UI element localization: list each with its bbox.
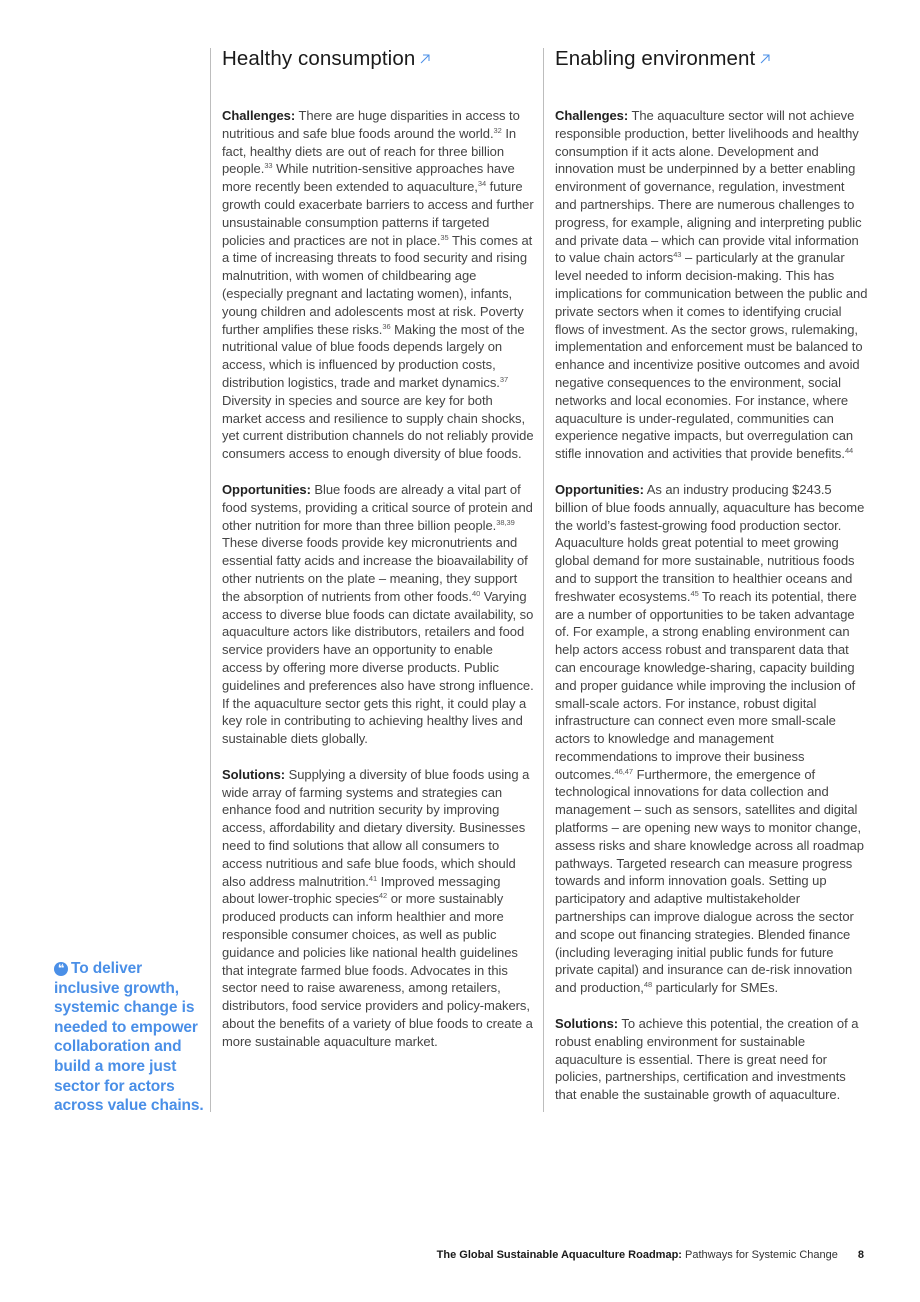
text-run: This comes at a time of increasing threats to food security and rising malnutrition, with women of childbearing age (especially pregnant and lactating women), infants, young children and adolescents most at risk. Poverty further amplifies these risks. xyxy=(222,232,533,337)
page-number: 8 xyxy=(857,1249,864,1261)
solutions-paragraph xyxy=(222,766,535,1051)
opportunities-paragraph xyxy=(222,481,535,748)
pull-quote-text: To deliver inclusive growth, systemic change is needed to empower collaboration and build a more just sector for actors across value chains. xyxy=(54,960,204,1115)
external-link-icon[interactable] xyxy=(419,53,431,65)
footnote-ref: 44 xyxy=(844,446,854,456)
page-footer xyxy=(437,1249,864,1261)
text-run: While nutrition-sensitive approaches have more recently been extended to aquaculture, xyxy=(222,161,515,195)
text-run: These diverse foods provide key micronutrients and essential fatty acids and increase the bioavailability of other nutrients on the plate – meaning, they support the absorption of nutrients from other foods. xyxy=(222,535,528,604)
section-title-text: Enabling environment xyxy=(555,47,756,70)
challenges-paragraph xyxy=(222,107,535,463)
footnote-ref: 43 xyxy=(673,250,682,260)
text-run: particularly for SMEs. xyxy=(652,980,779,996)
solutions-label: Solutions: xyxy=(555,1016,619,1032)
text-run: To achieve this potential, the creation of a robust enabling environment for sustainable aquaculture is essential. There is great need for policies, partnerships, certification and investments that enable the sustainable growth of aquaculture. xyxy=(555,1016,859,1103)
footnote-ref: 33 xyxy=(264,161,273,171)
text-run: – particularly at the granular level needed to inform decision-making. This has implications for communication between the public and private sectors when it comes to identifying crucial flows of investment. As the sector grows, rulemaking, implementation and enforcement must be balanced to enhance and incentivize positive outcomes and avoid negative consequences to the environment, social networks and local economies. For instance, where aquaculture is under-regulated, communities can experience negative impacts, but overregulation can stifle innovation and activities that provide benefits. xyxy=(555,250,868,462)
text-run: In fact, healthy diets are out of reach for three billion people. xyxy=(222,125,517,177)
section-title-enabling-environment xyxy=(555,48,868,70)
footnote-ref: 34 xyxy=(477,179,487,189)
challenges-label: Challenges: xyxy=(222,108,296,123)
report-subtitle: Pathways for Systemic Change xyxy=(681,1249,838,1261)
text-run: Improved messaging about lower-trophic species xyxy=(222,873,501,907)
challenges-label: Challenges: xyxy=(555,108,629,123)
text-run: or more sustainably produced products can inform healthier and more responsible consumer choices, as well as public guidance and policies like national health guidelines that integrate farmed blue foods. Advocates in this sector need to raise awareness, among retailers, distributors, food service providers and policy-makers, about the benefits of a variety of blue foods to create a more sustainable aquaculture market. xyxy=(222,891,533,1049)
footnote-ref: 40 xyxy=(471,588,481,598)
footnote-ref: 38,39 xyxy=(496,517,515,527)
enabling-environment-column xyxy=(543,48,868,1112)
footnote-ref: 41 xyxy=(368,873,378,883)
text-run: Supplying a diversity of blue foods using a wide array of farming systems and strategies can enhance food and nutrition security by improving access, affordability and dietary diversity. Businesses need to find solutions that allow all consumers to access nutritious and safe blue foods, which should also address malnutrition. xyxy=(222,766,530,889)
footnote-ref: 35 xyxy=(440,232,449,242)
footnote-ref: 42 xyxy=(378,891,388,901)
section-title-healthy-consumption xyxy=(222,48,535,70)
opportunities-label: Opportunities: xyxy=(555,481,644,497)
text-run: future growth could exacerbate barriers to access and further unsustainable consumption patterns if targeted policies and practices are not in place. xyxy=(222,179,534,248)
footnote-ref: 46,47 xyxy=(614,766,634,776)
text-run: There are huge disparities in access to nutritious and safe blue foods around the world. xyxy=(222,108,520,141)
text-run: As an industry producing $243.5 billion of blue foods annually, aquaculture has become the world’s fastest-growing food production sector. Aquaculture holds great potential to meet growing global demand for more sustainable, nutritious foods and to support the transition to healthier oceans and freshwater ecosystems. xyxy=(555,481,865,604)
footnote-ref: 37 xyxy=(499,374,509,384)
text-run: Diversity in species and source are key for both market access and resilience to supply chain shocks, yet current distribution channels do not reliably provide consumers access to enough diversity of blue foods. xyxy=(222,392,534,462)
solutions-paragraph xyxy=(555,1015,868,1104)
external-link-icon[interactable] xyxy=(759,53,771,65)
text-run: Varying access to diverse blue foods can dictate availability, so aquaculture actors like distributors, retailers and food service providers have an opportunity to enable access by offering more diverse products. Public guidelines and preferences also have strong influence. If the aquaculture sector gets this right, it could play a key role in contributing to achieving healthy lives and sustainable diets globally. xyxy=(222,588,534,747)
footnote-ref: 32 xyxy=(493,125,502,135)
opportunities-label: Opportunities: xyxy=(222,481,311,497)
report-title: The Global Sustainable Aquaculture Roadmap: xyxy=(436,1249,682,1261)
text-run: Blue foods are already a vital part of food systems, providing a critical source of protein and other nutrition for more than three billion people. xyxy=(222,481,533,533)
healthy-consumption-column xyxy=(210,48,535,1112)
footnote-ref: 36 xyxy=(382,321,391,331)
footnote-ref: 45 xyxy=(690,588,699,598)
text-run: Furthermore, the emergence of technological innovations for data collection and management – such as sensors, satellites and digital platforms – are opening new ways to monitor change, assess risks and share knowledge across all roadmap pathways. Targeted research can measure progress towards and inform innovation goals. Setting up participatory and adaptive multistakeholder partnerships can improve dialogue across the sector and scope out financing strategies. Blended finance (including leveraging initial public funds for future private capital) and insurance can de-risk innovation and production, xyxy=(555,766,864,996)
quote-icon: ❝ xyxy=(54,962,68,976)
text-run: To reach its potential, there are a number of opportunities to be taken advantage of. For example, a strong enabling environment can help actors access robust and transparent data that can encourage knowledge-sharing, capacity building and proper guidance while improving the inclusion of small-scale actors. For instance, robust digital infrastructure can connect even more small-scale actors to knowledge and management recommendations to improve their business outcomes. xyxy=(555,588,857,782)
solutions-label: Solutions: xyxy=(222,766,286,782)
challenges-paragraph xyxy=(555,107,868,463)
pull-quote xyxy=(54,959,204,1116)
section-title-text: Healthy consumption xyxy=(222,47,416,70)
footnote-ref: 48 xyxy=(643,980,653,990)
text-run: The aquaculture sector will not achieve responsible production, better livelihoods and healthy consumption if it acts alone. Development and innovation must be underpinned by a better enabling environment of governance, regulation, investment and partnerships. There are numerous challenges to progress, for example, aligning and interpreting public and private data – which can provide vital information to value chain actors xyxy=(555,108,862,266)
opportunities-paragraph xyxy=(555,481,868,997)
text-run: Making the most of the nutritional value of blue foods depends largely on access, which is influenced by production costs, distribution logistics, trade and market dynamics. xyxy=(222,321,525,390)
